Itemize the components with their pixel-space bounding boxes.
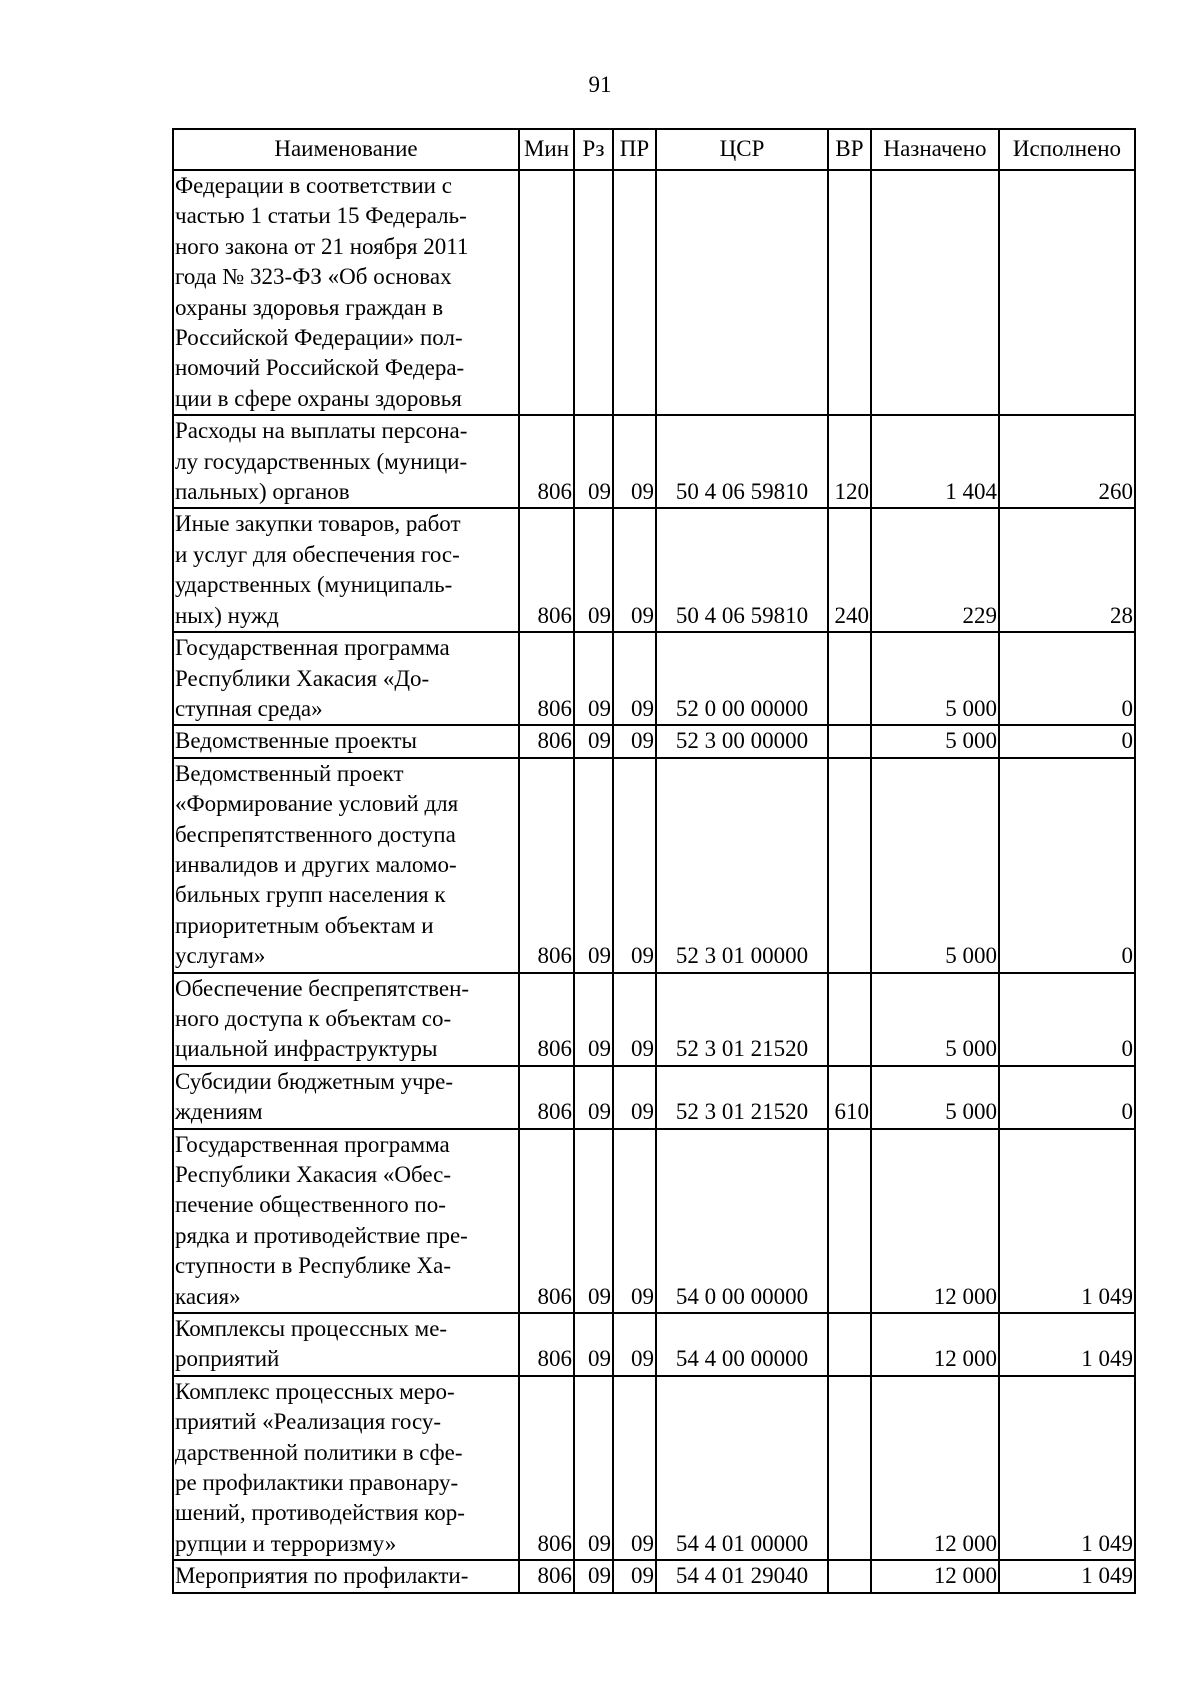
cell-vr bbox=[828, 1313, 871, 1376]
header-rz: Рз bbox=[574, 129, 613, 170]
cell-name-line: пальных) органов bbox=[175, 479, 350, 505]
cell-name bbox=[173, 973, 519, 1066]
cell-name-line: Государственная программа bbox=[175, 635, 450, 661]
cell-name-line: приятий «Реализация госу- bbox=[175, 1409, 442, 1435]
page-number: 91 bbox=[588, 72, 612, 97]
header-assigned: Назначено bbox=[871, 129, 999, 170]
cell-executed: 1 049 bbox=[999, 1129, 1135, 1313]
cell-name bbox=[173, 1313, 519, 1376]
table-row bbox=[173, 725, 1135, 757]
cell-name-line: Расходы на выплаты персона- bbox=[175, 418, 468, 444]
cell-min: 806 bbox=[519, 1129, 574, 1313]
cell-name-line: Федерации в соответствии с bbox=[175, 173, 452, 198]
cell-assigned: 229 bbox=[871, 508, 999, 632]
cell-vr bbox=[828, 725, 871, 757]
cell-pr: 09 bbox=[613, 415, 656, 508]
cell-csr: 54 4 01 29040 bbox=[656, 1560, 828, 1592]
cell-name-line: Субсидии бюджетным учре- bbox=[175, 1068, 454, 1094]
cell-pr: 09 bbox=[613, 1376, 656, 1560]
table-row bbox=[173, 1313, 1135, 1376]
cell-rz bbox=[574, 170, 613, 415]
cell-assigned: 5 000 bbox=[871, 725, 999, 757]
cell-vr bbox=[828, 632, 871, 725]
header-row bbox=[173, 129, 1135, 170]
cell-rz: 09 bbox=[574, 1129, 613, 1313]
cell-assigned: 5 000 bbox=[871, 1066, 999, 1129]
header-csr: ЦСР bbox=[656, 129, 828, 170]
table-row bbox=[173, 170, 1135, 415]
cell-pr: 09 bbox=[613, 1560, 656, 1592]
cell-name-line: роприятий bbox=[175, 1346, 280, 1372]
cell-name-line: Комплекс процессных меро- bbox=[175, 1378, 455, 1404]
cell-csr: 54 4 00 00000 bbox=[656, 1313, 828, 1376]
table-row bbox=[173, 758, 1135, 973]
cell-name bbox=[173, 1560, 519, 1592]
cell-rz: 09 bbox=[574, 508, 613, 632]
cell-assigned: 12 000 bbox=[871, 1313, 999, 1376]
cell-name-line: инвалидов и других маломо- bbox=[175, 851, 457, 877]
cell-min: 806 bbox=[519, 1560, 574, 1592]
cell-assigned: 12 000 bbox=[871, 1376, 999, 1560]
cell-csr: 54 0 00 00000 bbox=[656, 1129, 828, 1313]
cell-name bbox=[173, 1129, 519, 1313]
cell-pr: 09 bbox=[613, 1129, 656, 1313]
cell-executed: 0 bbox=[999, 725, 1135, 757]
cell-name-line: Ведомственные проекты bbox=[175, 728, 417, 754]
cell-assigned: 5 000 bbox=[871, 632, 999, 725]
cell-min: 806 bbox=[519, 973, 574, 1066]
cell-name-line: ции в сфере охраны здоровья bbox=[175, 385, 462, 411]
cell-name-line: охраны здоровья граждан в bbox=[175, 294, 444, 320]
cell-csr: 52 3 00 00000 bbox=[656, 725, 828, 757]
budget-table bbox=[172, 128, 1136, 1594]
cell-rz: 09 bbox=[574, 415, 613, 508]
cell-name-line: ре профилактики правонару- bbox=[175, 1470, 459, 1496]
cell-assigned: 5 000 bbox=[871, 973, 999, 1066]
cell-name-line: рупции и терроризму» bbox=[175, 1530, 397, 1556]
cell-csr: 54 4 01 00000 bbox=[656, 1376, 828, 1560]
table-row bbox=[173, 1129, 1135, 1313]
cell-assigned: 12 000 bbox=[871, 1129, 999, 1313]
cell-name bbox=[173, 415, 519, 508]
cell-vr: 240 bbox=[828, 508, 871, 632]
cell-name-line: печение общественного по- bbox=[175, 1192, 446, 1218]
table-row bbox=[173, 1560, 1135, 1592]
table-row bbox=[173, 508, 1135, 632]
cell-name-line: номочий Российской Федера- bbox=[175, 355, 465, 381]
header-name: Наименование bbox=[173, 129, 519, 170]
cell-name-line: дарственной политики в сфе- bbox=[175, 1439, 463, 1465]
cell-vr: 120 bbox=[828, 415, 871, 508]
cell-assigned: 12 000 bbox=[871, 1560, 999, 1592]
cell-pr: 09 bbox=[613, 632, 656, 725]
cell-name bbox=[173, 632, 519, 725]
cell-csr: 52 0 00 00000 bbox=[656, 632, 828, 725]
cell-name-line: Республики Хакасия «До- bbox=[175, 665, 430, 691]
cell-pr: 09 bbox=[613, 1313, 656, 1376]
cell-executed: 28 bbox=[999, 508, 1135, 632]
header-pr: ПР bbox=[613, 129, 656, 170]
cell-csr: 50 4 06 59810 bbox=[656, 508, 828, 632]
cell-executed: 1 049 bbox=[999, 1560, 1135, 1592]
cell-name-line: и услуг для обеспечения гос- bbox=[175, 541, 460, 567]
cell-min: 806 bbox=[519, 758, 574, 973]
cell-rz: 09 bbox=[574, 1066, 613, 1129]
cell-rz: 09 bbox=[574, 758, 613, 973]
cell-name-line: ждениям bbox=[175, 1099, 263, 1125]
cell-name-line: ного доступа к объектам со- bbox=[175, 1005, 452, 1031]
cell-executed bbox=[999, 170, 1135, 415]
cell-executed: 260 bbox=[999, 415, 1135, 508]
cell-min: 806 bbox=[519, 725, 574, 757]
cell-name-line: приоритетным объектам и bbox=[175, 912, 434, 938]
table-row bbox=[173, 415, 1135, 508]
cell-min: 806 bbox=[519, 508, 574, 632]
cell-vr bbox=[828, 1376, 871, 1560]
table-row bbox=[173, 1376, 1135, 1560]
cell-name-line: ступности в Республике Ха- bbox=[175, 1253, 452, 1279]
cell-rz: 09 bbox=[574, 1313, 613, 1376]
cell-name-line: шений, противодействия кор- bbox=[175, 1500, 465, 1526]
table-row bbox=[173, 1066, 1135, 1129]
cell-assigned: 5 000 bbox=[871, 758, 999, 973]
cell-min: 806 bbox=[519, 1066, 574, 1129]
cell-name-line: ударственных (муниципаль- bbox=[175, 572, 453, 598]
cell-name bbox=[173, 758, 519, 973]
cell-name-line: Комплексы процессных ме- bbox=[175, 1316, 448, 1342]
cell-name-line: Обеспечение беспрепятствен- bbox=[175, 975, 470, 1001]
cell-name bbox=[173, 725, 519, 757]
cell-min: 806 bbox=[519, 1376, 574, 1560]
cell-name bbox=[173, 170, 519, 415]
cell-vr bbox=[828, 1560, 871, 1592]
header-min: Мин bbox=[519, 129, 574, 170]
cell-csr: 52 3 01 00000 bbox=[656, 758, 828, 973]
cell-csr: 50 4 06 59810 bbox=[656, 415, 828, 508]
cell-csr bbox=[656, 170, 828, 415]
cell-vr bbox=[828, 170, 871, 415]
cell-pr: 09 bbox=[613, 1066, 656, 1129]
cell-name-line: Ведомственный проект bbox=[175, 760, 404, 786]
cell-name-line: Республики Хакасия «Обес- bbox=[175, 1162, 451, 1187]
cell-name bbox=[173, 508, 519, 632]
cell-rz: 09 bbox=[574, 725, 613, 757]
cell-name bbox=[173, 1376, 519, 1560]
cell-pr: 09 bbox=[613, 725, 656, 757]
cell-rz: 09 bbox=[574, 632, 613, 725]
cell-assigned: 1 404 bbox=[871, 415, 999, 508]
cell-rz: 09 bbox=[574, 1560, 613, 1592]
cell-min: 806 bbox=[519, 632, 574, 725]
cell-name-line: Российской Федерации» пол- bbox=[175, 325, 463, 351]
cell-executed: 0 bbox=[999, 1066, 1135, 1129]
cell-name-line: Иные закупки товаров, работ bbox=[175, 511, 461, 537]
cell-name-line: беспрепятственного доступа bbox=[175, 821, 456, 847]
cell-name-line: Государственная программа bbox=[175, 1131, 450, 1157]
cell-name-line: циальной инфраструктуры bbox=[175, 1036, 438, 1062]
cell-executed: 0 bbox=[999, 758, 1135, 973]
cell-name-line: ступная среда» bbox=[175, 695, 323, 721]
cell-name-line: ного закона от 21 ноября 2011 bbox=[175, 233, 469, 259]
cell-name-line: бильных групп населения к bbox=[175, 882, 446, 908]
cell-name-line: Мероприятия по профилакти- bbox=[175, 1563, 469, 1589]
cell-pr: 09 bbox=[613, 973, 656, 1066]
cell-executed: 0 bbox=[999, 973, 1135, 1066]
cell-name-line: «Формирование условий для bbox=[175, 791, 459, 817]
cell-min: 806 bbox=[519, 1313, 574, 1376]
cell-rz: 09 bbox=[574, 1376, 613, 1560]
cell-csr: 52 3 01 21520 bbox=[656, 973, 828, 1066]
cell-name-line: рядка и противодействие пре- bbox=[175, 1222, 468, 1248]
cell-executed: 0 bbox=[999, 632, 1135, 725]
table-row bbox=[173, 973, 1135, 1066]
cell-name-line: года № 323-ФЗ «Об основах bbox=[175, 264, 452, 290]
cell-name bbox=[173, 1066, 519, 1129]
cell-name-line: услугам» bbox=[175, 943, 266, 969]
cell-min: 806 bbox=[519, 415, 574, 508]
cell-name-line: лу государственных (муници- bbox=[175, 448, 468, 474]
header-vr: ВР bbox=[828, 129, 871, 170]
cell-name-line: частью 1 статьи 15 Федераль- bbox=[175, 203, 467, 229]
cell-min bbox=[519, 170, 574, 415]
cell-executed: 1 049 bbox=[999, 1313, 1135, 1376]
cell-pr bbox=[613, 170, 656, 415]
header-executed: Исполнено bbox=[999, 129, 1135, 170]
cell-pr: 09 bbox=[613, 758, 656, 973]
cell-executed: 1 049 bbox=[999, 1376, 1135, 1560]
cell-csr: 52 3 01 21520 bbox=[656, 1066, 828, 1129]
cell-vr bbox=[828, 1129, 871, 1313]
table-row bbox=[173, 632, 1135, 725]
cell-pr: 09 bbox=[613, 508, 656, 632]
cell-rz: 09 bbox=[574, 973, 613, 1066]
table-body bbox=[173, 170, 1135, 1593]
cell-assigned bbox=[871, 170, 999, 415]
cell-name-line: касия» bbox=[175, 1283, 241, 1309]
cell-vr bbox=[828, 758, 871, 973]
cell-name-line: ных) нужд bbox=[175, 602, 279, 628]
cell-vr: 610 bbox=[828, 1066, 871, 1129]
cell-vr bbox=[828, 973, 871, 1066]
